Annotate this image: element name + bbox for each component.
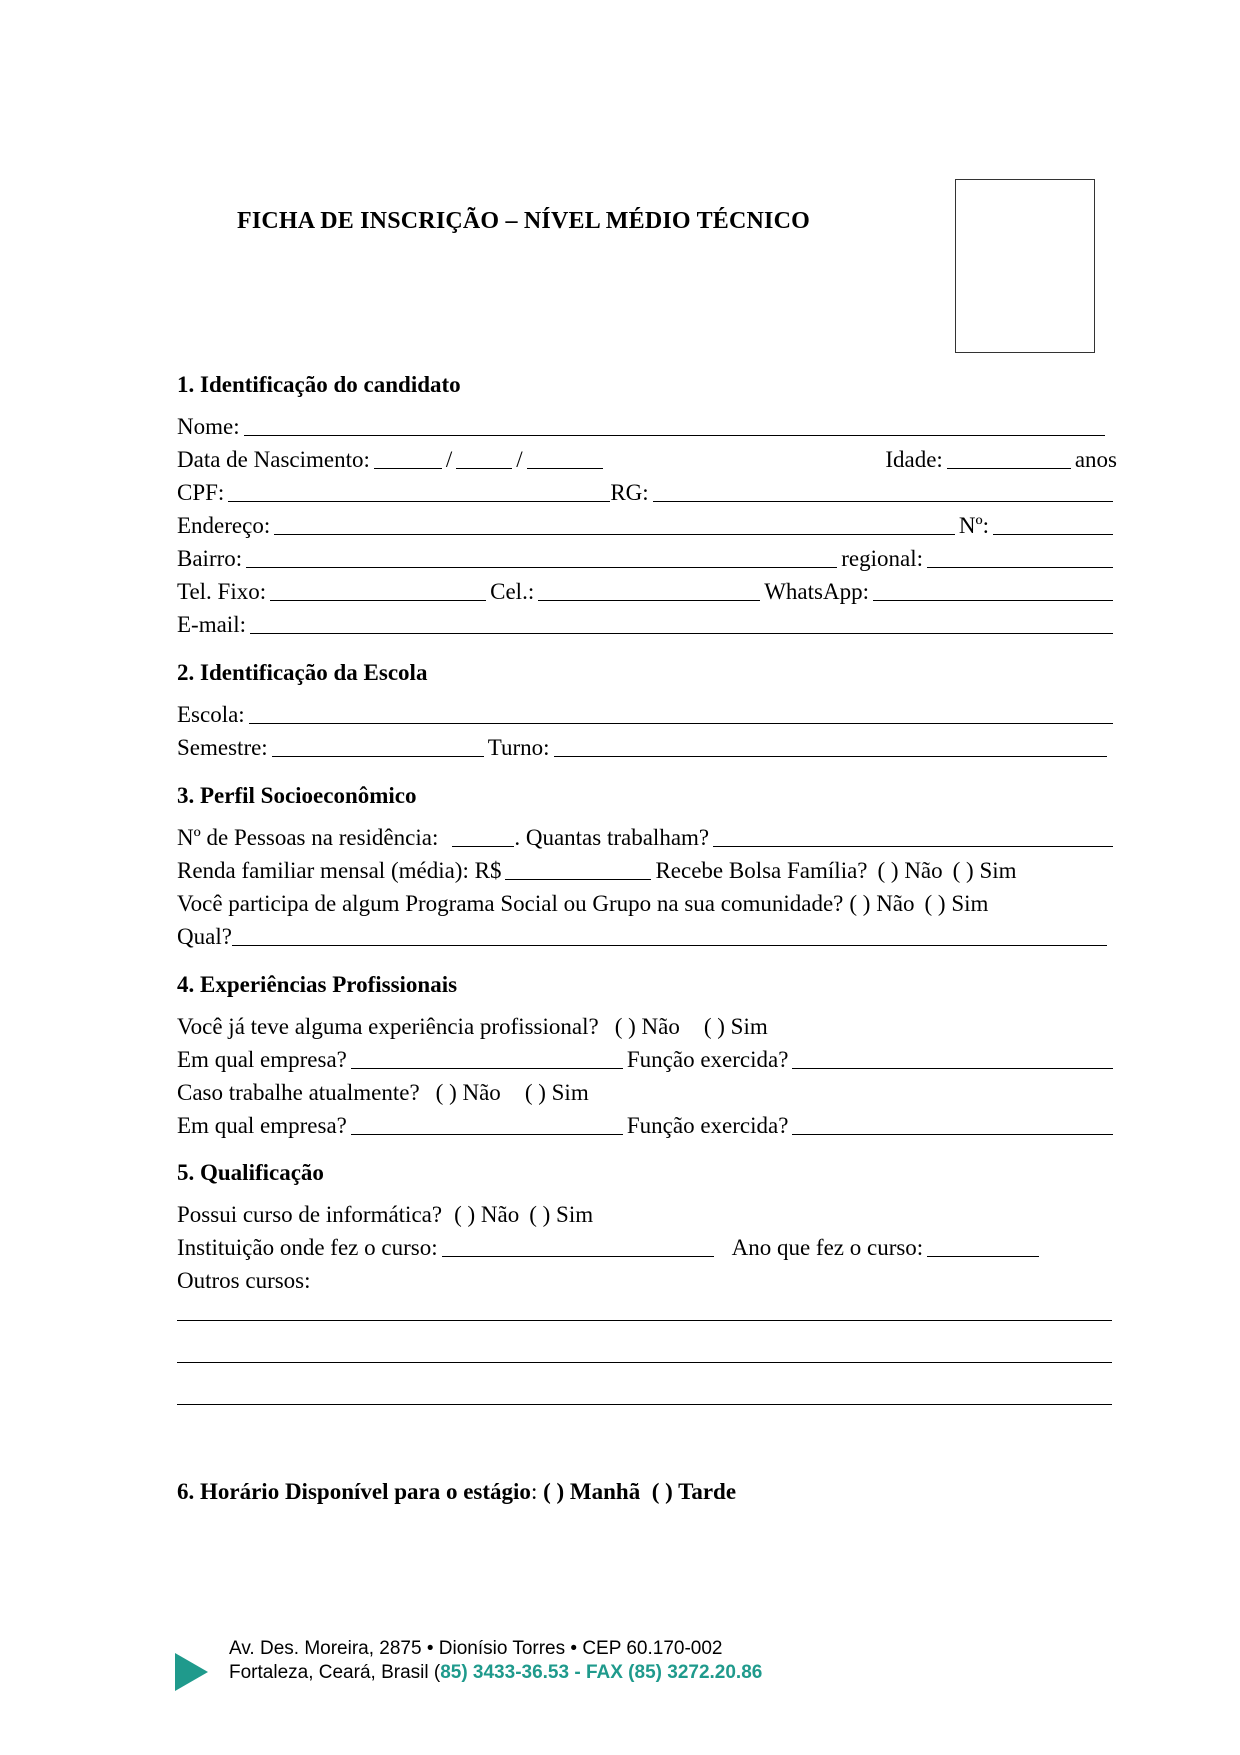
experiencia-nao-option[interactable]: ( ) Não	[614, 1014, 680, 1039]
qual-field[interactable]	[232, 923, 1107, 946]
empresa-row-1	[177, 1041, 1117, 1073]
trabalha-row	[177, 1074, 1117, 1106]
bolsa-nao-option[interactable]: ( ) Não	[877, 858, 943, 883]
programa-label: Você participa de algum Programa Social ou Grupo na sua comunidade?	[177, 891, 844, 916]
renda-label: Renda familiar mensal (média): R$	[177, 858, 502, 883]
tel-fixo-field[interactable]	[270, 578, 486, 601]
whatsapp-field[interactable]	[873, 578, 1113, 601]
footer-address-line: Av. Des. Moreira, 2875 • Dionísio Torres • CEP 60.170-002	[229, 1638, 723, 1659]
form-title: FICHA DE INSCRIÇÃO – NÍVEL MÉDIO TÉCNICO	[237, 208, 810, 234]
experiencia-label: Você já teve alguma experiência profissional?	[177, 1014, 599, 1039]
pessoas-label: Nº de Pessoas na residência:	[177, 825, 439, 850]
date-slash: /	[516, 447, 523, 472]
programa-row	[177, 885, 1117, 917]
photo-box	[955, 179, 1095, 353]
instituicao-label: Instituição onde fez o curso:	[177, 1235, 438, 1260]
rg-label: RG:	[610, 480, 649, 505]
cpf-field[interactable]	[228, 479, 610, 502]
empresa-field-1[interactable]	[351, 1046, 623, 1069]
trabalha-sim-option[interactable]: ( ) Sim	[524, 1080, 589, 1105]
semestre-turno-row	[177, 729, 1117, 761]
nascimento-row	[177, 441, 1117, 473]
bolsa-label: Recebe Bolsa Família?	[655, 858, 868, 883]
telefones-row	[177, 573, 1117, 605]
nome-field[interactable]	[244, 413, 1105, 436]
escola-field[interactable]	[249, 701, 1113, 724]
informatica-label: Possui curso de informática?	[177, 1202, 443, 1227]
email-row	[177, 606, 1117, 638]
dia-field[interactable]	[374, 446, 442, 469]
experiencia-sim-option[interactable]: ( ) Sim	[703, 1014, 768, 1039]
funcao-label: Função exercida?	[626, 1113, 789, 1138]
ano-curso-field[interactable]	[927, 1234, 1039, 1257]
nome-row	[177, 408, 1117, 440]
regional-label: regional:	[841, 546, 923, 571]
cpf-label: CPF:	[177, 480, 225, 505]
email-label: E-mail:	[177, 612, 246, 637]
quantas-label: . Quantas trabalham?	[514, 825, 710, 850]
funcao-field-1[interactable]	[792, 1046, 1113, 1069]
cpf-rg-row	[177, 474, 1117, 506]
renda-row	[177, 852, 1117, 884]
idade-label: Idade:	[885, 447, 943, 472]
rg-field[interactable]	[653, 479, 1113, 502]
empresa-row-2	[177, 1107, 1117, 1139]
tel-fixo-label: Tel. Fixo:	[177, 579, 267, 604]
whatsapp-label: WhatsApp:	[764, 579, 869, 604]
instituicao-field[interactable]	[442, 1234, 714, 1257]
section-1-heading: 1. Identificação do candidato	[177, 372, 461, 397]
bolsa-sim-option[interactable]: ( ) Sim	[952, 858, 1017, 883]
quantas-field[interactable]	[713, 824, 1113, 847]
empresa-label: Em qual empresa?	[177, 1113, 347, 1138]
informatica-row	[177, 1196, 1117, 1228]
escola-label: Escola:	[177, 702, 245, 727]
ano-curso-label: Ano que fez o curso:	[731, 1235, 924, 1260]
pessoas-row	[177, 819, 1117, 851]
idade-field[interactable]	[947, 446, 1071, 469]
semestre-field[interactable]	[272, 734, 484, 757]
footer-city-line	[229, 1661, 762, 1685]
footer-city: Fortaleza, Ceará, Brasil (	[229, 1662, 441, 1683]
footer-address	[229, 1637, 762, 1685]
experiencia-row	[177, 1008, 1117, 1040]
endereco-field[interactable]	[274, 512, 955, 535]
escola-row	[177, 696, 1117, 728]
tarde-option[interactable]: ( ) Tarde	[651, 1479, 737, 1504]
footer-phone: 85) 3433-36.53 - FAX (85) 3272.20.86	[440, 1662, 763, 1683]
endereco-label: Endereço:	[177, 513, 271, 538]
nome-label: Nome:	[177, 414, 240, 439]
funcao-field-2[interactable]	[792, 1112, 1113, 1135]
outros-line-1[interactable]	[177, 1320, 1112, 1321]
trabalha-label: Caso trabalhe atualmente?	[177, 1080, 420, 1105]
cel-label: Cel.:	[490, 579, 535, 604]
date-slash: /	[445, 447, 453, 472]
qual-row	[177, 918, 1117, 950]
empresa-field-2[interactable]	[351, 1112, 623, 1135]
section-5-heading: 5. Qualificação	[177, 1160, 324, 1185]
renda-field[interactable]	[505, 857, 651, 880]
section-6-heading: 6. Horário Disponível para o estágio	[177, 1479, 531, 1504]
qual-label: Qual?	[177, 924, 232, 949]
semestre-label: Semestre:	[177, 735, 268, 760]
nascimento-label: Data de Nascimento:	[177, 447, 370, 472]
ano-field[interactable]	[527, 446, 603, 469]
outros-row	[177, 1262, 1117, 1294]
programa-nao-option[interactable]: ( ) Não	[849, 891, 915, 916]
turno-field[interactable]	[554, 734, 1108, 757]
endereco-row	[177, 507, 1117, 539]
outros-line-2[interactable]	[177, 1362, 1112, 1363]
outros-label: Outros cursos:	[177, 1268, 311, 1293]
section-3-heading: 3. Perfil Socioeconômico	[177, 783, 417, 808]
anos-label: anos	[1074, 447, 1117, 472]
cel-field[interactable]	[538, 578, 760, 601]
informatica-nao-option[interactable]: ( ) Não	[454, 1202, 520, 1227]
colon: :	[530, 1479, 544, 1504]
manha-option[interactable]: ( ) Manhã	[543, 1479, 641, 1504]
pessoas-field[interactable]	[452, 824, 514, 847]
turno-label: Turno:	[487, 735, 550, 760]
empresa-label: Em qual empresa?	[177, 1047, 347, 1072]
programa-sim-option[interactable]: ( ) Sim	[924, 891, 989, 916]
bairro-field[interactable]	[246, 545, 837, 568]
mes-field[interactable]	[456, 446, 512, 469]
section-2-heading: 2. Identificação da Escola	[177, 660, 428, 685]
play-triangle-icon	[175, 1653, 208, 1691]
funcao-label: Função exercida?	[626, 1047, 789, 1072]
numero-label: Nº:	[958, 513, 989, 538]
outros-line-3[interactable]	[177, 1404, 1112, 1405]
informatica-sim-option[interactable]: ( ) Sim	[529, 1202, 594, 1227]
section-6-row	[177, 1479, 736, 1505]
regional-field[interactable]	[927, 545, 1113, 568]
bairro-row	[177, 540, 1117, 572]
email-field[interactable]	[250, 611, 1113, 634]
trabalha-nao-option[interactable]: ( ) Não	[435, 1080, 501, 1105]
bairro-label: Bairro:	[177, 546, 243, 571]
instituicao-row	[177, 1229, 1117, 1261]
section-4-heading: 4. Experiências Profissionais	[177, 972, 458, 997]
numero-field[interactable]	[993, 512, 1113, 535]
